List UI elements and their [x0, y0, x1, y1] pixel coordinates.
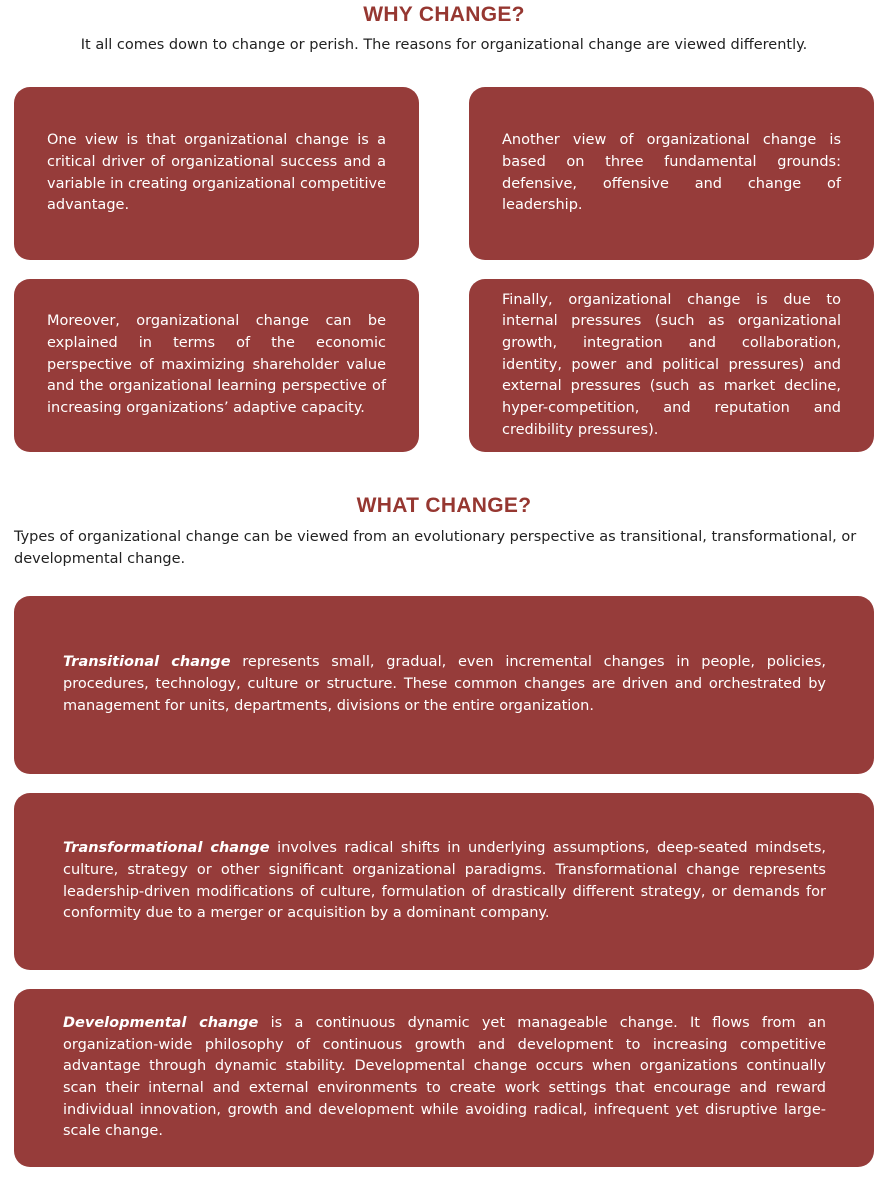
what-card-text	[63, 652, 826, 717]
term-transformational-change: Transformational change	[63, 840, 270, 857]
transitional-description: represents small, gradual, even incremental changes in people, policies, procedures, technology, culture or structure. These common changes are driven and orchestrated by management for units, departments, divisions or the entire organization.	[63, 654, 827, 714]
why-change-intro: It all comes down to change or perish. The reasons for organizational change are viewed differently.	[80, 37, 808, 53]
why-card-text: Moreover, organizational change can be explained in terms of the economic perspective of maximizing shareholder value and the organizational learning perspective of increasing organizations’ adaptive capacity.	[47, 313, 386, 417]
what-card-transitional	[14, 596, 874, 774]
why-card-economic-perspective	[14, 279, 419, 452]
why-card-text: Finally, organizational change is due to internal pressures (such as organizational growth, integration and collaboration, identity, power and political pressures) and external pressures (such as market decline, hyper-competition, and reputation and credibility pressures).	[502, 291, 841, 438]
why-card-critical-driver	[14, 87, 419, 260]
what-change-intro: Types of organizational change can be viewed from an evolutionary perspective as transitional, transformational, or developmental change.	[14, 529, 857, 567]
developmental-description: is a continuous dynamic yet manageable change. It flows from an organization-wide philosophy of continuous growth and development to increasing competitive advantage through dynamic stability. Developmental change occurs when organizations continually scan their internal and external environments to create work settings that encourage and reward individual innovation, growth and development while avoiding radical, infrequent yet disruptive large-scale change.	[63, 1014, 826, 1140]
why-change-title: WHY CHANGE?	[363, 3, 525, 26]
what-card-developmental	[14, 989, 874, 1167]
why-card-three-grounds	[469, 87, 874, 260]
what-change-title: WHAT CHANGE?	[356, 494, 532, 517]
why-card-pressures	[469, 279, 874, 452]
term-transitional-change: Transitional change	[63, 654, 231, 671]
term-developmental-change: Developmental change	[63, 1014, 259, 1031]
why-card-text: Another view of organizational change is based on three fundamental grounds: defensive, offensive and change of leadership.	[502, 132, 841, 214]
what-card-text	[63, 1013, 826, 1143]
what-card-transformational	[14, 793, 874, 970]
why-card-text: One view is that organizational change is a critical driver of organizational success and a variable in creating organizational competitive advantage.	[47, 132, 386, 214]
what-card-text	[63, 838, 826, 925]
transformational-description: involves radical shifts in underlying assumptions, deep-seated mindsets, culture, strategy or other significant organizational paradigms. Transformational change represents leadership-driven modifications of culture, formulation of drastically different strategy, or demands for conformity due to a merger or acquisition by a dominant company.	[63, 840, 827, 922]
